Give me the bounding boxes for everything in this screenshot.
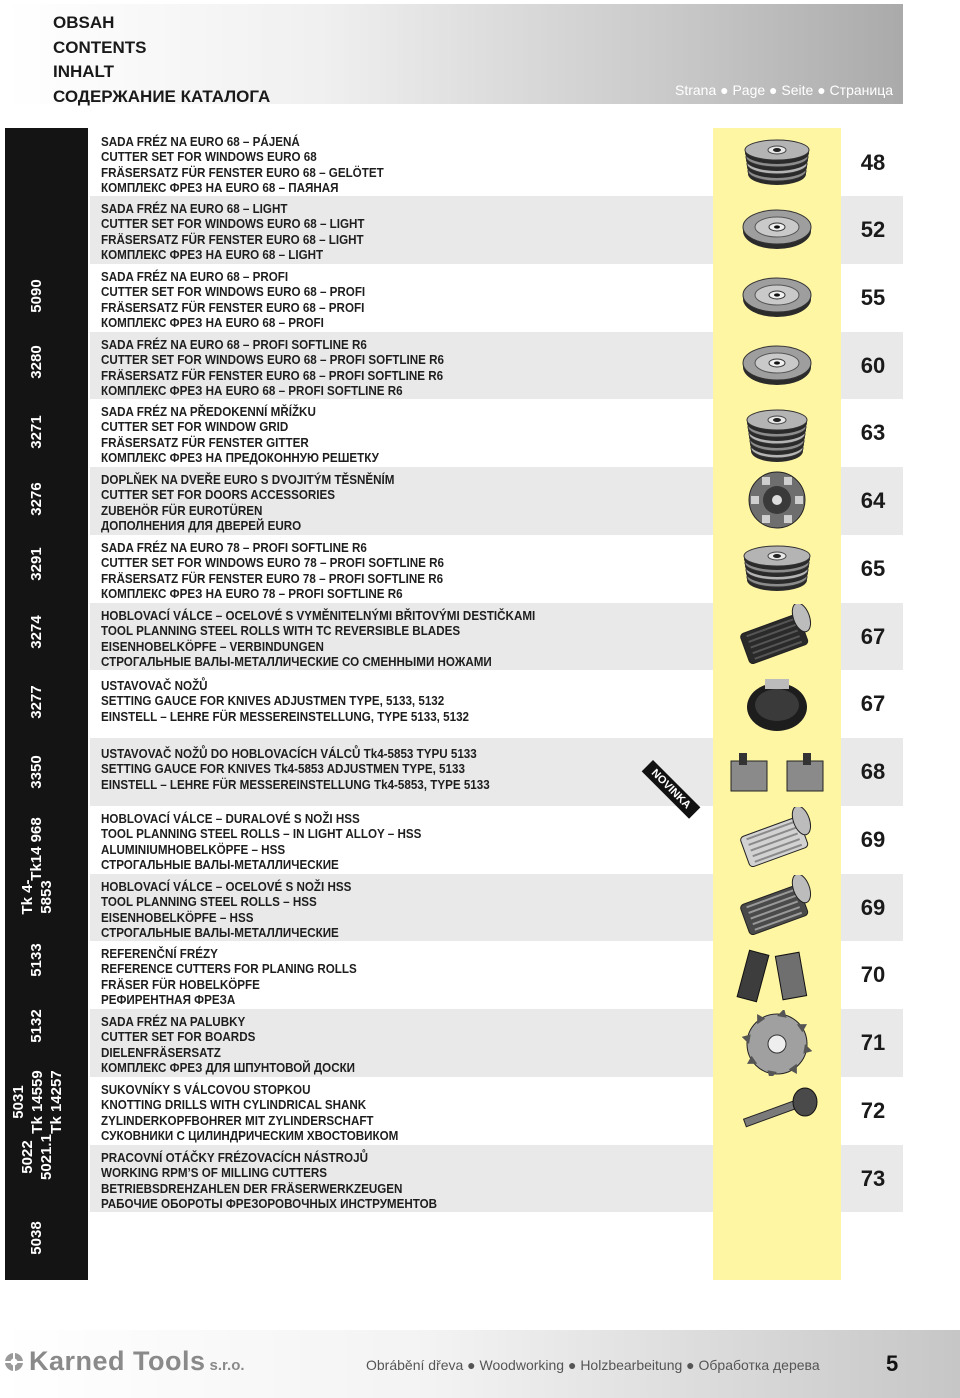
side-code: 3277 bbox=[28, 685, 45, 719]
setting-gauge-icon bbox=[713, 671, 841, 737]
side-code-group bbox=[5, 732, 88, 812]
cutter-set-profi-icon bbox=[713, 265, 841, 331]
description-line: CUTTER SET FOR WINDOW GRID bbox=[101, 420, 289, 435]
row-page-number[interactable]: 52 bbox=[860, 217, 886, 242]
side-code-strip bbox=[5, 128, 88, 1280]
description-line: KNOTTING DRILLS WITH CYLINDRICAL SHANK bbox=[101, 1098, 367, 1113]
product-image bbox=[713, 467, 841, 535]
row-description bbox=[101, 1083, 421, 1145]
row-page-number[interactable]: 68 bbox=[860, 759, 886, 784]
novinka-badge: NOVINKA bbox=[642, 760, 701, 819]
row-page-number[interactable]: 63 bbox=[860, 420, 886, 445]
product-image bbox=[713, 738, 841, 806]
side-code: 5021.1 bbox=[38, 1134, 55, 1180]
description-line: ZYLINDERKOPFBOHRER MIT ZYLINDERSCHAFT bbox=[101, 1113, 374, 1128]
side-code-group bbox=[5, 592, 88, 672]
description-line: РЕФИРЕНТНАЯ ФРЕЗА bbox=[101, 993, 236, 1008]
description-line: CUTTER SET FOR WINDOWS EURO 68 – PROFI bbox=[101, 285, 366, 300]
row-description bbox=[101, 202, 384, 264]
description-line: СТРОГАЛЬНЫЕ ВАЛЫ-МЕТАЛЛИЧЕСКИЕ СО СМЕННЫМИ НОЖАМИ bbox=[101, 655, 492, 670]
side-code-group bbox=[5, 256, 88, 336]
page-column-label: Strana ● Page ● Seite ● Страница bbox=[674, 82, 893, 98]
row-description bbox=[101, 473, 417, 535]
side-code-bar bbox=[5, 128, 88, 1280]
description-line: USTAVOVAČ NOŽŮ DO HOBLOVACÍCH VÁLCŮ Tk4-5853 TYPU 5133 bbox=[101, 747, 477, 761]
description-line: ДОПОЛНЕНИЯ ДЛЯ ДВЕРЕЙ EURO bbox=[101, 519, 302, 534]
description-line: FRÄSERSATZ FÜR FENSTER EURO 68 – GELÖTET bbox=[101, 165, 384, 180]
side-code: 3291 bbox=[28, 547, 45, 581]
description-line: USTAVOVAČ NOŽŮ bbox=[101, 679, 208, 693]
header-band bbox=[5, 4, 903, 104]
planing-roll-alloy-icon bbox=[713, 807, 841, 873]
footer-band bbox=[0, 1330, 960, 1398]
description-line: CUTTER SET FOR BOARDS bbox=[101, 1030, 256, 1045]
description-line: HOBLOVACÍ VÁLCE – DURALOVÉ S NOŽI HSS bbox=[101, 812, 360, 826]
title-cz: OBSAH bbox=[53, 13, 115, 32]
description-line: SADA FRÉZ NA PŘEDOKENNÍ MŘÍŽKU bbox=[101, 405, 316, 419]
product-image bbox=[713, 1077, 841, 1145]
description-line: ALUMINIUMHOBELKÖPFE – HSS bbox=[101, 842, 286, 857]
description-line: СТРОГАЛЬНЫЕ ВАЛЫ-МЕТАЛЛИЧЕСКИЕ bbox=[101, 858, 339, 873]
product-image bbox=[713, 874, 841, 941]
side-code: 3276 bbox=[28, 482, 45, 516]
row-description bbox=[101, 880, 370, 942]
description-line: EISENHOBELKÖPFE – HSS bbox=[101, 910, 254, 925]
description-line: EINSTELL – LEHRE FÜR MESSEREINSTELLUNG, TYPE 5133, 5132 bbox=[101, 709, 470, 724]
side-code: 3280 bbox=[28, 345, 45, 379]
description-line: SUKOVNÍKY S VÁLCOVOU STOPKOU bbox=[101, 1083, 311, 1097]
product-image bbox=[713, 332, 841, 399]
row-description bbox=[101, 338, 470, 400]
product-image bbox=[713, 1009, 841, 1077]
row-description bbox=[101, 679, 497, 725]
footer-subject: Obrábění dřeva ● Woodworking ● Holzbearbeitung ● Обработка дерева bbox=[366, 1357, 820, 1373]
description-line: HOBLOVACÍ VÁLCE – OCELOVÉ S VYMĚNITELNÝMI BŘITOVÝMI DESTIČKAMI bbox=[101, 609, 536, 623]
side-code: Tk 14257 bbox=[48, 1070, 65, 1134]
product-image bbox=[713, 264, 841, 332]
product-image bbox=[713, 670, 841, 738]
row-page-number[interactable]: 67 bbox=[860, 691, 886, 716]
side-code: 5090 bbox=[28, 279, 45, 313]
row-page-number[interactable]: 69 bbox=[860, 827, 886, 852]
side-code: 3274 bbox=[28, 615, 45, 649]
logo-text: Karned Tools bbox=[29, 1346, 206, 1376]
side-code-group bbox=[5, 1062, 88, 1142]
row-page-number[interactable]: 72 bbox=[860, 1098, 886, 1123]
row-description bbox=[101, 609, 568, 671]
title-en: CONTENTS bbox=[53, 37, 147, 57]
description-line: КОМПЛЕКС ФРЕЗ ДЛЯ ШПУНТОВОЙ ДОСКИ bbox=[101, 1061, 356, 1076]
side-code-group bbox=[5, 1198, 88, 1278]
description-line: SADA FRÉZ NA EURO 68 – LIGHT bbox=[101, 202, 288, 216]
description-line: ZUBEHÖR FÜR EUROTÜREN bbox=[101, 503, 263, 518]
row-description bbox=[101, 1015, 374, 1077]
description-line: FRÄSERSATZ FÜR FENSTER EURO 68 – LIGHT bbox=[101, 232, 364, 247]
product-image bbox=[713, 806, 841, 874]
product-image-column bbox=[713, 128, 841, 1280]
description-line: FRÄSER FÜR HOBELKÖPFE bbox=[101, 977, 260, 992]
description-line: FRÄSERSATZ FÜR FENSTER GITTER bbox=[101, 435, 309, 450]
product-image bbox=[713, 196, 841, 264]
description-line: CUTTER SET FOR WINDOWS EURO 68 bbox=[101, 150, 317, 165]
side-code-group bbox=[5, 809, 88, 889]
description-line: HOBLOVACÍ VÁLCE – OCELOVÉ S NOŽI HSS bbox=[101, 880, 352, 894]
description-line: SADA FRÉZ NA EURO 78 – PROFI SOFTLINE R6 bbox=[101, 541, 367, 555]
description-line: FRÄSERSATZ FÜR FENSTER EURO 78 – PROFI SOFTLINE R6 bbox=[101, 571, 444, 586]
product-image bbox=[713, 399, 841, 467]
cutter-set-78-icon bbox=[713, 536, 841, 602]
side-code: Tk14 968 bbox=[28, 817, 45, 881]
logo-gear-icon bbox=[3, 1351, 25, 1373]
row-description bbox=[101, 135, 405, 197]
description-line: FRÄSERSATZ FÜR FENSTER EURO 68 – PROFI SOFTLINE R6 bbox=[101, 368, 444, 383]
description-line: SETTING GAUCE FOR KNIVES ADJUSTMEN TYPE, 5133, 5132 bbox=[101, 694, 445, 709]
row-page-number[interactable]: 69 bbox=[860, 894, 886, 920]
side-code: 5853 bbox=[38, 880, 55, 914]
row-description bbox=[101, 747, 519, 793]
door-cutter-icon bbox=[713, 468, 841, 534]
description-line: TOOL PLANNING STEEL ROLLS WITH TC REVERSIBLE BLADES bbox=[101, 624, 461, 639]
page-number: 5 bbox=[886, 1351, 899, 1376]
row-page-number[interactable]: 65 bbox=[860, 556, 886, 581]
side-code: Tk 14559 bbox=[29, 1070, 46, 1134]
description-line: WORKING RPM’S OF MILLING CUTTERS bbox=[101, 1166, 328, 1181]
side-code: 3271 bbox=[28, 415, 45, 449]
row-page-number[interactable]: 64 bbox=[860, 488, 886, 513]
side-code-group bbox=[5, 392, 88, 472]
row-page-number[interactable]: 60 bbox=[860, 352, 886, 378]
header-titles bbox=[53, 11, 270, 109]
knotting-drill-icon bbox=[713, 1078, 841, 1144]
description-line: SADA FRÉZ NA EURO 68 – PROFI bbox=[101, 270, 289, 284]
description-line: CUTTER SET FOR DOORS ACCESSORIES bbox=[101, 488, 336, 503]
row-page-number[interactable]: 71 bbox=[860, 1030, 886, 1055]
side-code: 5133 bbox=[28, 943, 45, 977]
planing-roll-steel-icon bbox=[713, 875, 841, 941]
description-line: CUTTER SET FOR WINDOWS EURO 68 – PROFI SOFTLINE R6 bbox=[101, 353, 444, 368]
planing-roll-tc-icon bbox=[713, 604, 841, 670]
description-line: КОМПЛЕКС ФРЕЗ НА ПРЕДОКОННУЮ РЕШЕТКУ bbox=[101, 451, 379, 466]
description-line: CUTTER SET FOR WINDOWS EURO 68 – LIGHT bbox=[101, 217, 365, 232]
description-line: PRACOVNÍ OTÁČKY FRÉZOVACÍCH NÁSTROJŮ bbox=[101, 1151, 368, 1165]
description-line: BETRIEBSDREHZAHLEN DER FRÄSERWERKZEUGEN bbox=[101, 1181, 403, 1196]
logo-suffix: s.r.o. bbox=[209, 1357, 245, 1374]
description-line: TOOL PLANNING STEEL ROLLS – IN LIGHT ALLOY – HSS bbox=[101, 827, 422, 842]
row-page-number[interactable]: 55 bbox=[860, 285, 886, 310]
side-code-group bbox=[5, 662, 88, 742]
side-code: 5038 bbox=[28, 1221, 45, 1255]
description-line: SETTING GAUCE FOR KNIVES Tk4-5853 ADJUSTMEN TYPE, 5133 bbox=[101, 762, 465, 777]
description-line: РАБОЧИЕ ОБОРОТЫ ФРЕЗОРОВОЧНЫХ ИНСТРУМЕНТОВ bbox=[101, 1197, 438, 1212]
description-line: КОМПЛЕКС ФРЕЗ НА EURO 68 – LIGHT bbox=[101, 248, 324, 263]
side-code: 3350 bbox=[28, 755, 45, 789]
row-description bbox=[101, 947, 376, 1009]
description-line: SADA FRÉZ NA EURO 68 – PROFI SOFTLINE R6 bbox=[101, 338, 367, 352]
description-line: КОМПЛЕКС ФРЕЗ НА EURO 68 – PROFI bbox=[101, 316, 324, 331]
row-description bbox=[101, 270, 385, 332]
row-description bbox=[101, 405, 400, 467]
description-line: СТРОГАЛЬНЫЕ ВАЛЫ-МЕТАЛЛИЧЕСКИЕ bbox=[101, 926, 339, 941]
title-de: INHALT bbox=[53, 62, 115, 81]
description-line: REFERENCE CUTTERS FOR PLANING ROLLS bbox=[101, 962, 357, 977]
setting-gauge-tk4-icon bbox=[713, 739, 841, 805]
description-line: EINSTELL – LEHRE FÜR MESSEREINSTELLUNG Tk4-5853, TYPE 5133 bbox=[101, 777, 490, 792]
row-description bbox=[101, 541, 470, 603]
description-line: TOOL PLANNING STEEL ROLLS – HSS bbox=[101, 895, 317, 910]
row-page-number[interactable]: 73 bbox=[860, 1165, 886, 1191]
cutter-set-softline-icon bbox=[713, 333, 841, 399]
product-image bbox=[713, 129, 841, 196]
side-code: 5132 bbox=[28, 1009, 45, 1043]
title-ru: СОДЕРЖАНИЕ КАТАЛОГА bbox=[53, 86, 271, 106]
row-description bbox=[101, 1151, 462, 1213]
description-line: СУКОВНИКИ С ЦИЛИНДРИЧЕСКИМ ХВОСТОВИКОМ bbox=[101, 1129, 399, 1144]
description-line: SADA FRÉZ NA PALUBKY bbox=[101, 1015, 246, 1029]
side-code: Tk 4- bbox=[19, 879, 36, 915]
product-image bbox=[713, 535, 841, 603]
product-image bbox=[713, 603, 841, 670]
description-line: DOPLŇEK NA DVEŘE EURO S DVOJITÝM TĚSNĚNÍM bbox=[101, 473, 395, 487]
row-page-number[interactable]: 48 bbox=[860, 149, 886, 175]
product-image bbox=[713, 941, 841, 1009]
row-description bbox=[101, 812, 445, 874]
description-line: EISENHOBELKÖPFE – VERBINDUNGEN bbox=[101, 639, 324, 654]
description-line: DIELENFRÄSERSATZ bbox=[101, 1045, 221, 1060]
description-line: КОМПЛЕКС ФРЕЗ НА EURO 68 – ПАЯНАЯ bbox=[101, 181, 339, 196]
cutter-set-soldered-icon bbox=[713, 130, 841, 196]
description-line: FRÄSERSATZ FÜR FENSTER EURO 68 – PROFI bbox=[101, 300, 365, 315]
board-cutter-icon bbox=[713, 1010, 841, 1076]
side-code: 5022 bbox=[19, 1140, 36, 1174]
cutter-set-grid-icon bbox=[713, 400, 841, 466]
side-code: 5031 bbox=[10, 1085, 27, 1119]
row-page-number[interactable]: 67 bbox=[860, 623, 886, 649]
cutter-set-light-icon bbox=[713, 197, 841, 263]
row-page-number[interactable]: 70 bbox=[860, 962, 886, 987]
description-line: КОМПЛЕКС ФРЕЗ НА EURO 78 – PROFI SOFTLINE R6 bbox=[101, 587, 403, 602]
company-logo bbox=[3, 1346, 245, 1377]
description-line: REFERENČNÍ FRÉZY bbox=[101, 947, 218, 961]
description-line: CUTTER SET FOR WINDOWS EURO 78 – PROFI SOFTLINE R6 bbox=[101, 556, 444, 571]
description-line: КОМПЛЕКС ФРЕЗ НА EURO 68 – PROFI SOFTLINE R6 bbox=[101, 384, 403, 399]
description-line: SADA FRÉZ NA EURO 68 – PÁJENÁ bbox=[101, 135, 300, 149]
reference-cutter-icon bbox=[713, 942, 841, 1008]
